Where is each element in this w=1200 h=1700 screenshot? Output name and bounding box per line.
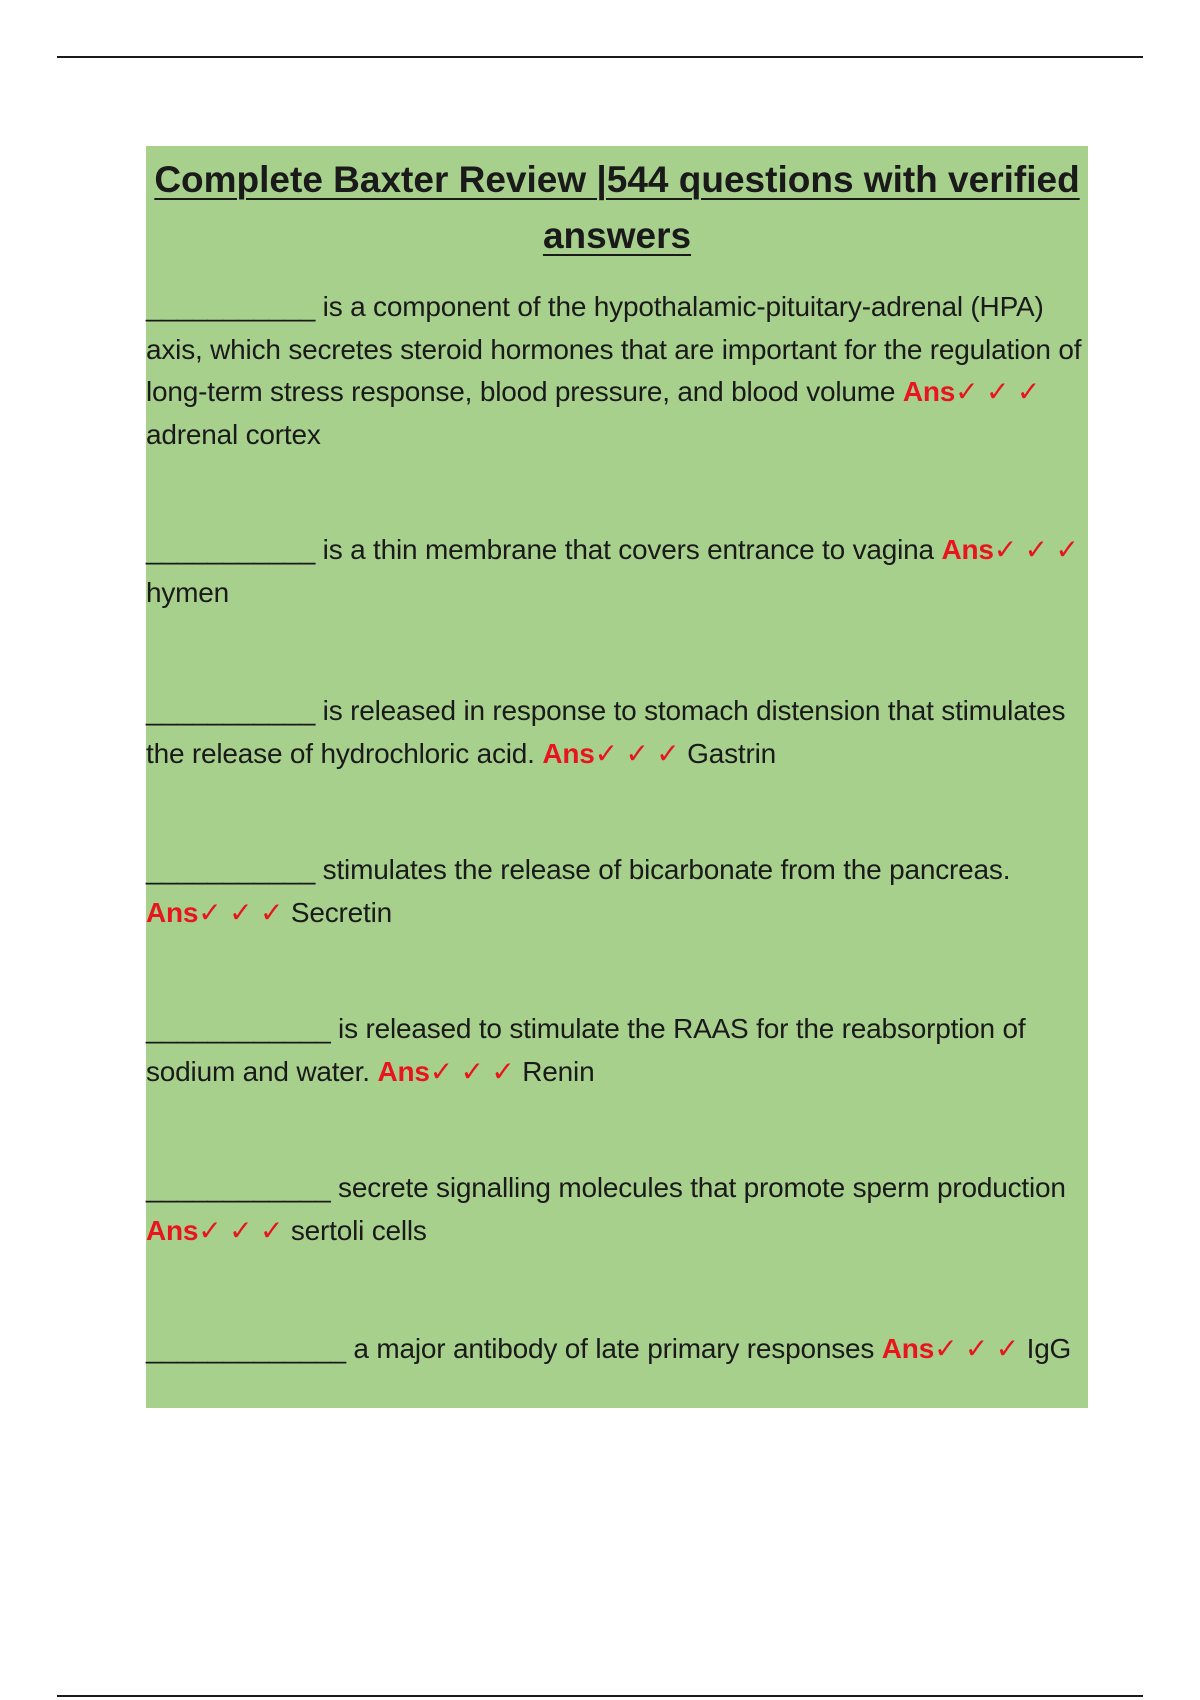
ans-label: Ans (542, 737, 595, 769)
header-rule (57, 56, 1143, 58)
question-item (146, 1167, 1088, 1252)
check-marks: ✓ ✓ ✓ (993, 534, 1079, 565)
question-prompt: ____________ is released to stimulate the RAAS for the reabsorption of sodium and water. (146, 1013, 1026, 1087)
ans-label: Ans (377, 1055, 430, 1087)
review-content-box (146, 146, 1088, 1408)
question-item (146, 849, 1088, 934)
question-prompt: ____________ secrete signalling molecules that promote sperm production (146, 1172, 1066, 1203)
question-answer: adrenal cortex (146, 418, 321, 450)
question-answer: Secretin (290, 896, 392, 928)
question-answer: Renin (522, 1055, 595, 1087)
question-item (146, 1008, 1088, 1093)
question-answer: Gastrin (687, 737, 777, 769)
check-marks: ✓ ✓ ✓ (955, 376, 1041, 407)
ans-label: Ans (902, 376, 956, 407)
question-item (146, 286, 1088, 456)
ans-label: Ans (941, 534, 994, 565)
question-item (146, 529, 1088, 614)
document-title: Complete Baxter Review |544 questions with verified answers (154, 159, 1080, 256)
ans-label: Ans (146, 896, 199, 928)
footer-rule (57, 1695, 1143, 1697)
question-prompt: ___________ is a thin membrane that covers entrance to vagina (146, 534, 934, 565)
ans-label: Ans (146, 1214, 199, 1246)
question-prompt: _____________ a major antibody of late primary responses (146, 1333, 875, 1364)
question-prompt: ___________ is a component of the hypothalamic-pituitary-adrenal (HPA) axis, which secretes steroid hormones that are important for the regulation of long-term stress response, blood pressure, and blood volume (146, 291, 1082, 407)
question-prompt: ___________ is released in response to stomach distension that stimulates the release of hydrochloric acid. (146, 695, 1066, 769)
check-marks: ✓ ✓ ✓ (198, 896, 284, 928)
ans-label: Ans (881, 1333, 935, 1364)
check-marks: ✓ ✓ ✓ (429, 1055, 515, 1087)
question-answer: IgG (1026, 1333, 1072, 1364)
check-marks: ✓ ✓ ✓ (934, 1333, 1020, 1364)
question-prompt: ___________ stimulates the release of bicarbonate from the pancreas. (146, 854, 1011, 885)
question-answer: sertoli cells (290, 1214, 427, 1246)
question-item (146, 1328, 1088, 1371)
check-marks: ✓ ✓ ✓ (594, 737, 680, 769)
question-item (146, 690, 1088, 775)
question-answer: hymen (146, 576, 230, 608)
check-marks: ✓ ✓ ✓ (198, 1214, 284, 1246)
